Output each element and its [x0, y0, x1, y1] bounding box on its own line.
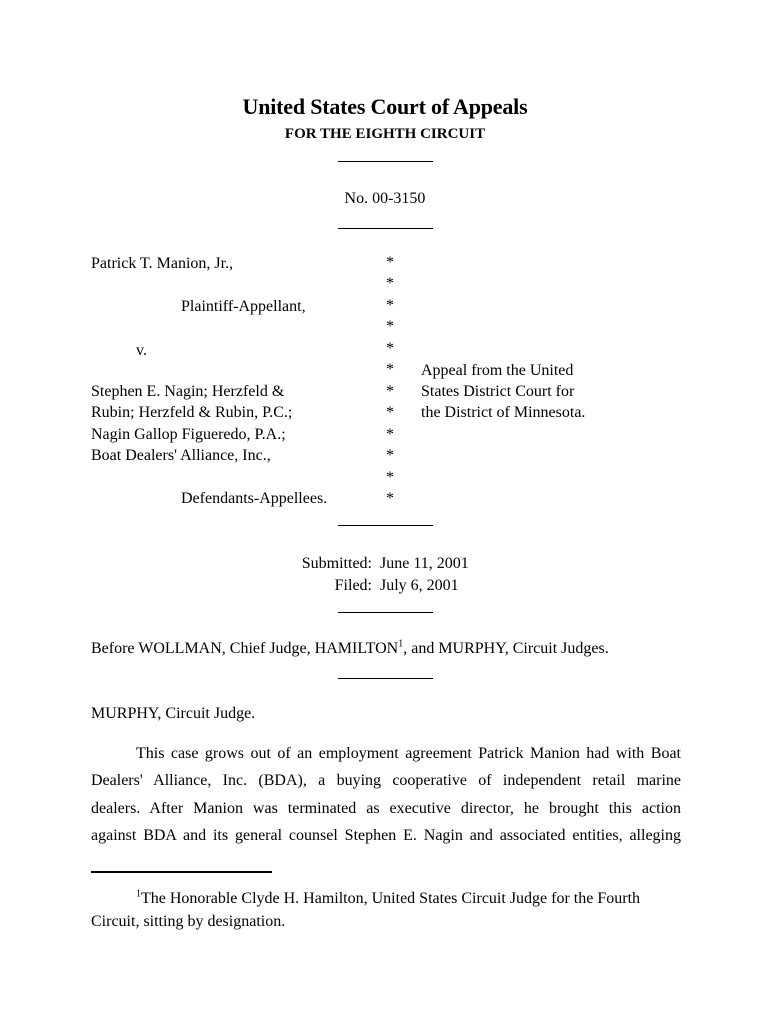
caption-star: *: [386, 361, 394, 378]
submitted-label: Submitted:: [301, 555, 372, 572]
circuit-subtitle: FOR THE EIGHTH CIRCUIT: [284, 126, 486, 142]
filed-date: July 6, 2001: [380, 577, 459, 594]
caption-star: *: [386, 490, 394, 507]
versus: v.: [136, 342, 147, 359]
opinion-line: against BDA and its general counsel Stephen E. Nagin and associated entities, alleging: [91, 827, 681, 844]
court-title: United States Court of Appeals: [242, 94, 528, 119]
caption-star: *: [386, 426, 394, 443]
panel-before: Before WOLLMAN, Chief Judge, HAMILTON: [91, 640, 399, 657]
divider: [338, 525, 433, 526]
footnote-reference[interactable]: 1: [398, 638, 404, 650]
opinion-line: Dealers' Alliance, Inc. (BDA), a buying cooperative of independent retail marine: [91, 772, 681, 789]
caption-star: *: [386, 318, 394, 335]
appeal-from-line: Appeal from the United: [421, 362, 574, 379]
footnote-text: The Honorable Clyde H. Hamilton, United States Circuit Judge for the Fourth: [141, 890, 641, 907]
submitted-date: June 11, 2001: [380, 555, 469, 572]
footnote-marker: 1: [136, 888, 141, 900]
defendants-line: Stephen E. Nagin; Herzfeld &: [91, 383, 285, 400]
opinion-line: dealers. After Manion was terminated as executive director, he brought this action: [91, 800, 681, 817]
opinion-author: MURPHY, Circuit Judge.: [91, 705, 256, 722]
caption-star: *: [386, 447, 394, 464]
caption-star: *: [386, 469, 394, 486]
defendants-line: Rubin; Herzfeld & Rubin, P.C.;: [91, 404, 293, 421]
defendants-line: Nagin Gallop Figueredo, P.A.;: [91, 426, 286, 443]
divider: [338, 678, 433, 679]
footnote-line: [136, 890, 640, 908]
defendants-role: Defendants-Appellees.: [181, 490, 328, 507]
caption-star: *: [386, 383, 394, 400]
appeal-from-line: States District Court for: [421, 383, 575, 400]
panel-after: , and MURPHY, Circuit Judges.: [403, 640, 609, 657]
case-number: No. 00-3150: [344, 190, 426, 207]
footnote-separator: [91, 871, 272, 873]
plaintiff-name: Patrick T. Manion, Jr.,: [91, 255, 234, 272]
caption-star: *: [386, 275, 394, 292]
caption-star: *: [386, 340, 394, 357]
divider: [338, 228, 433, 229]
filed-label: Filed:: [334, 577, 372, 594]
divider: [338, 161, 433, 162]
opinion-line: This case grows out of an employment agreement Patrick Manion had with Boat: [136, 745, 681, 762]
divider: [338, 612, 433, 613]
footnote-line: Circuit, sitting by designation.: [91, 913, 286, 930]
caption-star: *: [386, 254, 394, 271]
panel-line: [91, 640, 609, 658]
caption-star: *: [386, 297, 394, 314]
plaintiff-role: Plaintiff-Appellant,: [181, 298, 306, 315]
defendants-line: Boat Dealers' Alliance, Inc.,: [91, 447, 271, 464]
caption-star: *: [386, 404, 394, 421]
appeal-from-line: the District of Minnesota.: [421, 404, 586, 421]
